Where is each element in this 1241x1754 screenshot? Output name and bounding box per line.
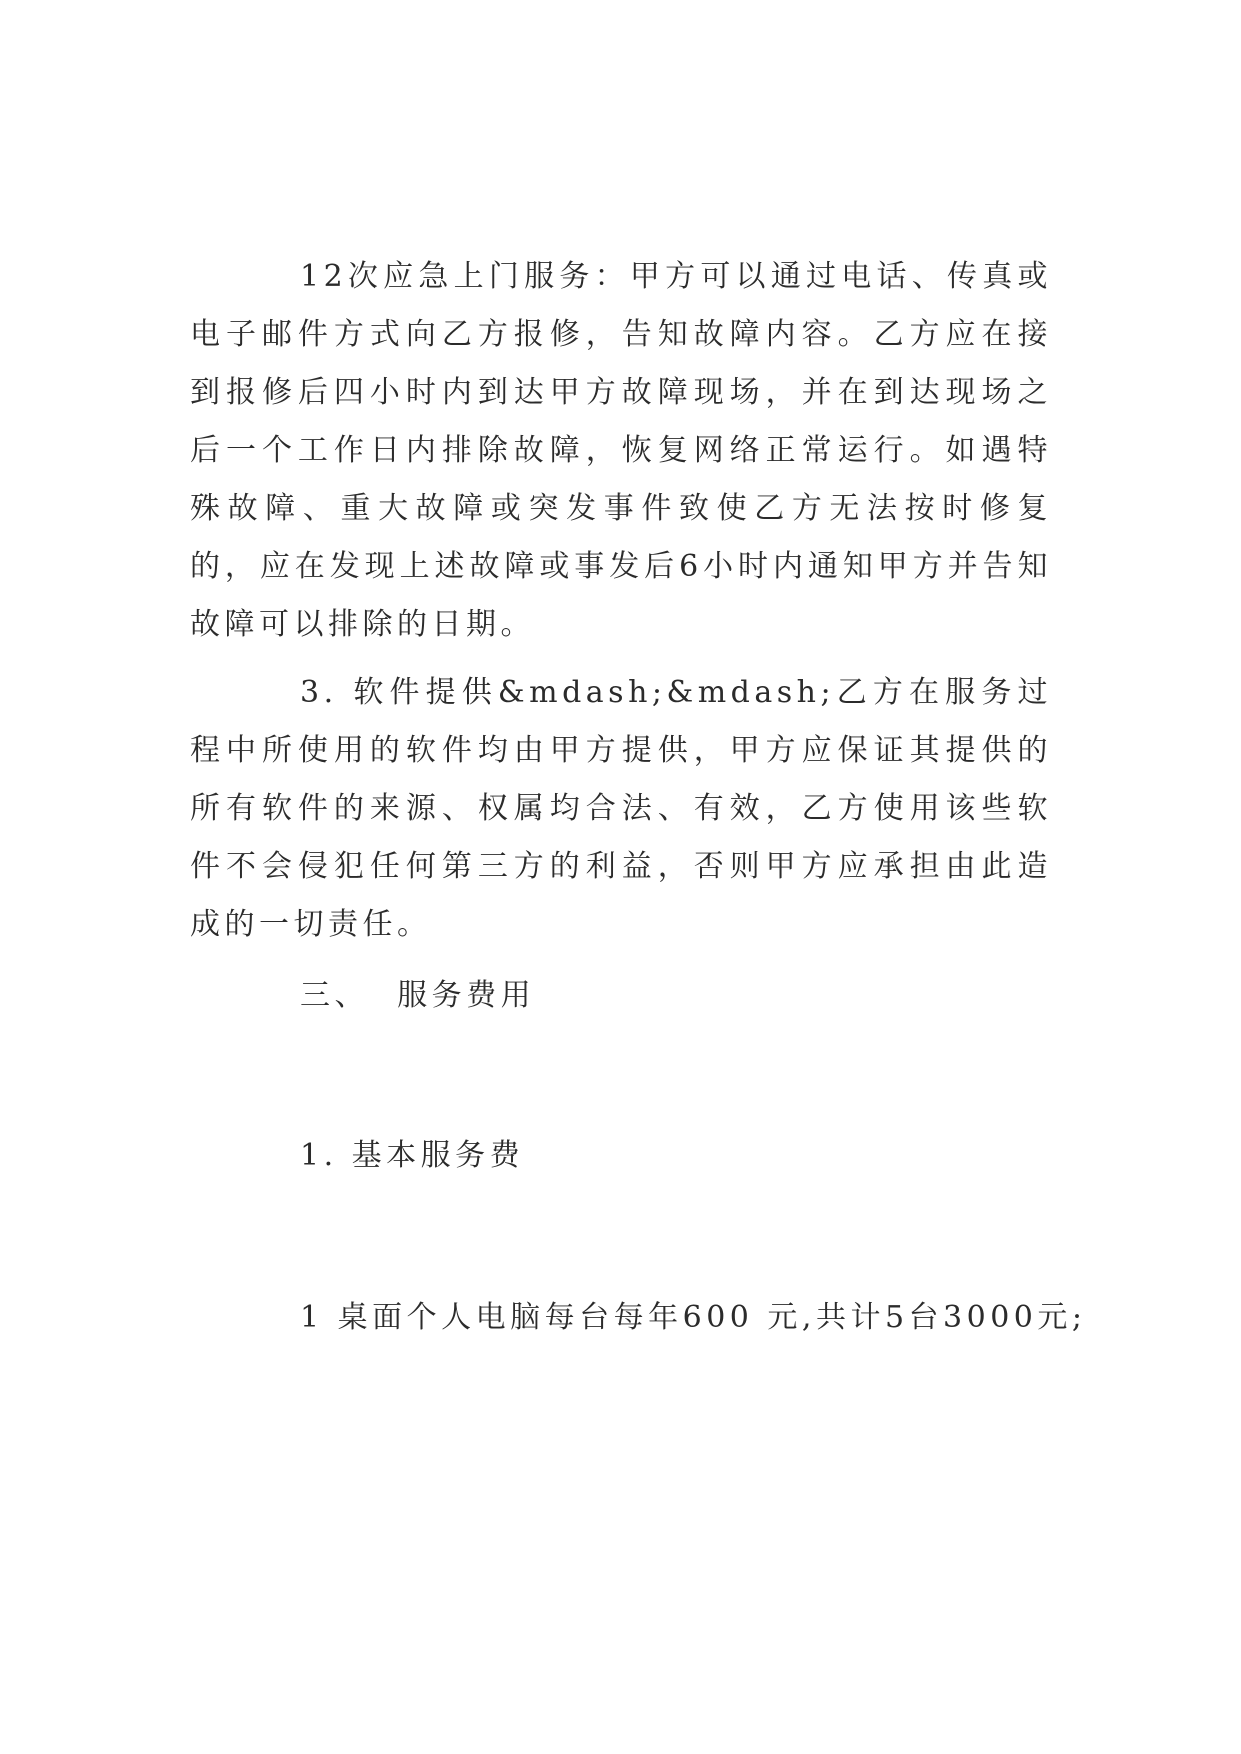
paragraph-software-provision: 3. 软件提供&mdash;&mdash;乙方在服务过程中所使用的软件均由甲方提供，甲方应保证其提供的所有软件的来源、权属均合法、有效，乙方使用该些软件不会侵犯任何第三方的利益，否则甲方应承担由此造成的一切责任。 xyxy=(190,675,1052,942)
section-heading-service-fees: 三、 服务费用 xyxy=(300,978,536,1013)
subheading-basic-service-fee: 1. 基本服务费 xyxy=(300,1138,525,1173)
paragraph-emergency-service: 12次应急上门服务：甲方可以通过电话、传真或电子邮件方式向乙方报修，告知故障内容。乙方应在接到报修后四小时内到达甲方故障现场，并在到达现场之后一个工作日内排除故障，恢复网络正常运行。如遇特殊故障、重大故障或突发事件致使乙方无法按时修复的，应在发现上述故障或事发后6小时内通知甲方并告知故障可以排除的日期。 xyxy=(190,259,1052,642)
fee-line-desktop-pc: 1 桌面个人电脑每台每年600 元,共计5台3000元; xyxy=(300,1300,1087,1335)
